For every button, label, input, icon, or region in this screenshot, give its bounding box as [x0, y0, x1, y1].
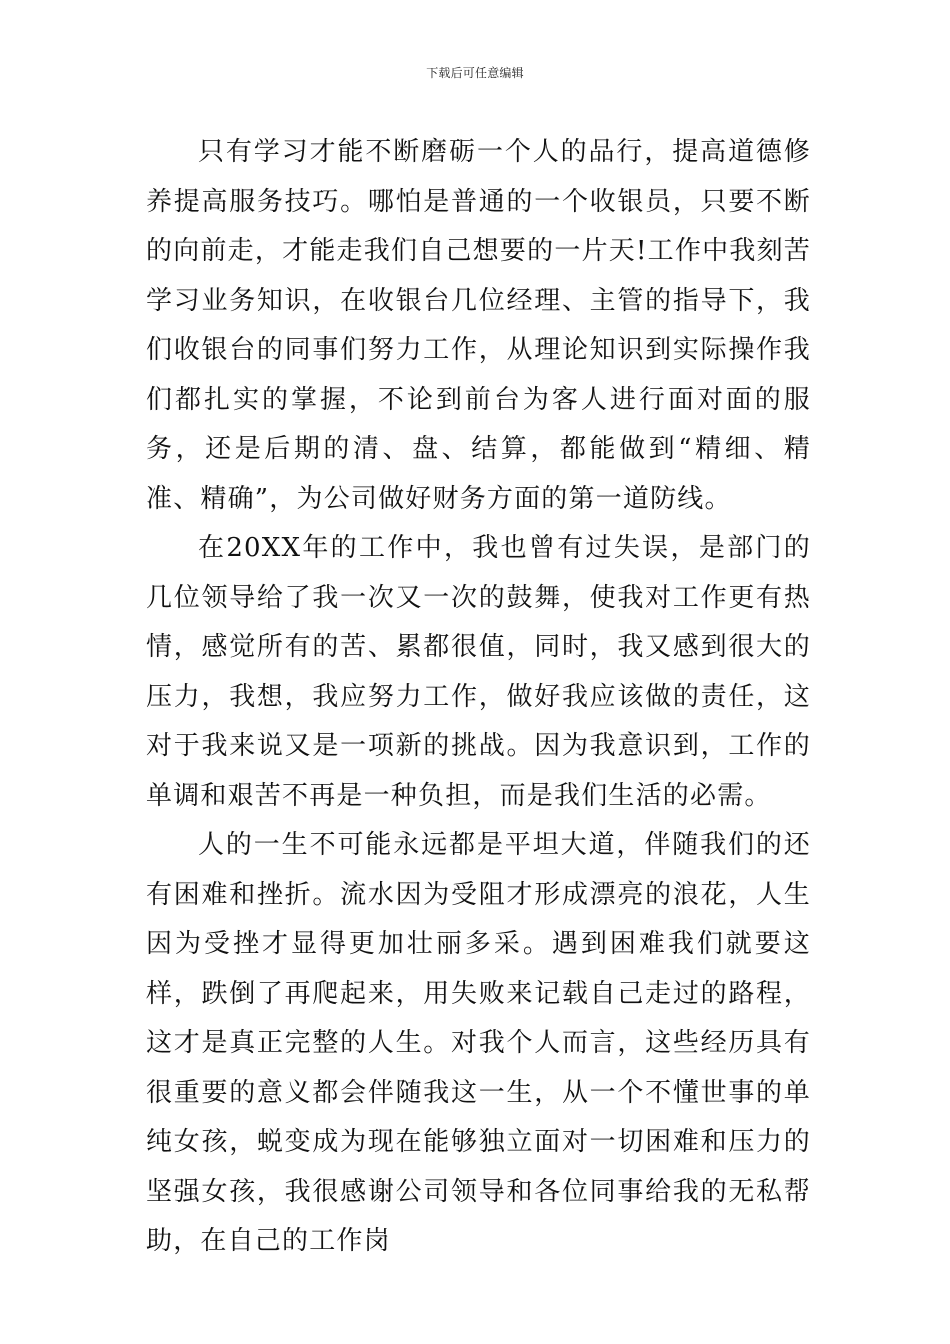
page-header: 下载后可任意编辑 [426, 66, 524, 80]
paragraph-1: 只有学习才能不断磨砺一个人的品行，提高道德修养提高服务技巧。哪怕是普通的一个收银员，只要不断的向前走，才能走我们自己想要的一片天!工作中我刻苦学习业务知识，在收银台几位经理、主管的指导下，我们收银台的同事们努力工作，从理论知识到实际操作我们都扎实的掌握，不论到前台为客人进行面对面的服务，还是后期的清、盘、结算，都能做到“精细、精准、精确”，为公司做好财务方面的第一道防线。 [146, 137, 811, 514]
paragraph-2: 在20XX年的工作中，我也曾有过失误，是部门的几位领导给了我一次又一次的鼓舞，使我对工作更有热情，感觉所有的苦、累都很值，同时，我又感到很大的压力，我想，我应努力工作，做好我应该做的责任，这对于我来说又是一项新的挑战。因为我意识到，工作的单调和艰苦不再是一种负担，而是我们生活的必需。 [146, 533, 811, 811]
paragraph-3: 人的一生不可能永远都是平坦大道，伴随我们的还有困难和挫折。流水因为受阻才形成漂亮的浪花，人生因为受挫才显得更加壮丽多采。遇到困难我们就要这样，跌倒了再爬起来，用失败来记载自己走过的路程，这才是真正完整的人生。对我个人而言，这些经历具有很重要的意义都会伴随我这一生，从一个不懂世事的单纯女孩，蜕变成为现在能够独立面对一切困难和压力的坚强女孩，我很感谢公司领导和各位同事给我的无私帮助，在自己的工作岗 [146, 830, 811, 1256]
document-body [146, 128, 811, 1267]
